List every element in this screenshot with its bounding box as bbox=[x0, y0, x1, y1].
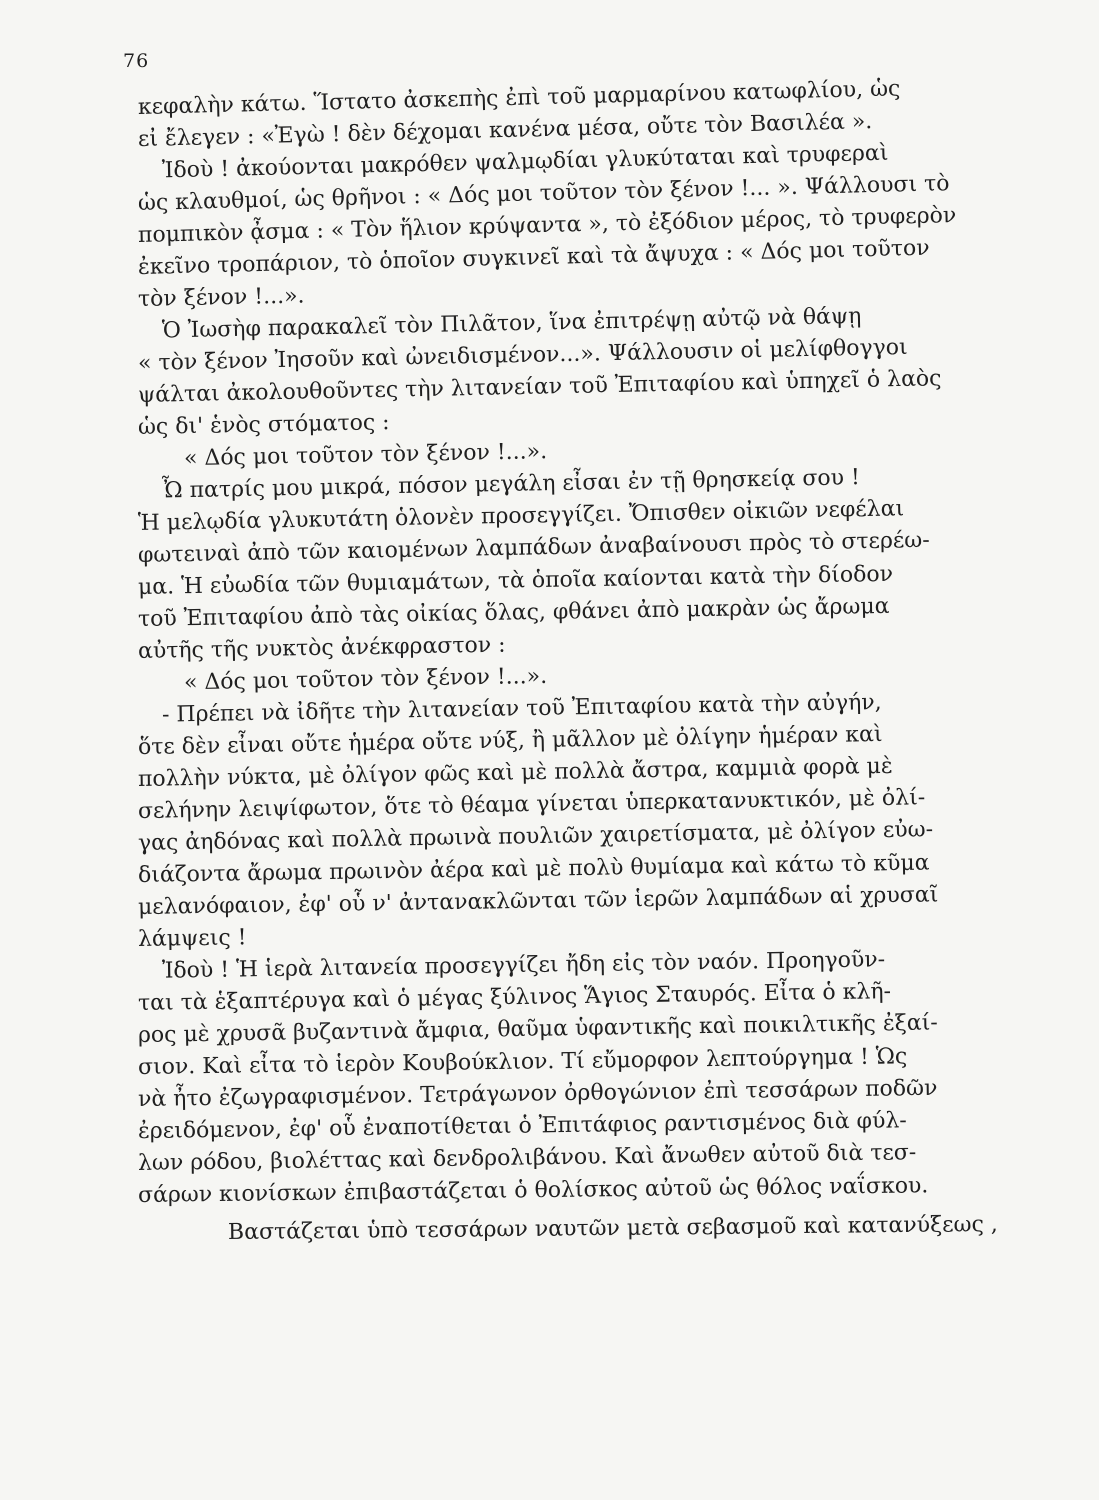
text-line: εἰ ἔλεγεν : «Ἐγὼ ! δὲν δέχομαι κανένα μέσα, οὔτε τὸν Βασιλέα ». bbox=[137, 109, 873, 152]
text-line: σελήνην λειψίφωτον, ὅτε τὸ θέαμα γίνεται ὑπερκατανυκτικόν, μὲ ὀλί- bbox=[137, 785, 926, 824]
text-line: μα. Ἡ εὐωδία τῶν θυμιαμάτων, τὰ ὁποῖα καίονται κατὰ τὴν δίοδον bbox=[137, 561, 894, 600]
text-line: γας ἀηδόνας καὶ πολλὰ πρωινὰ πουλιῶν χαιρετίσματα, μὲ ὀλίγον εὐω- bbox=[137, 817, 934, 856]
text-line: ὡς κλαυθμοί, ὡς θρῆνοι : « Δός μοι τοῦτον τὸν ξένον !... ». Ψάλλουσι τὸ bbox=[137, 171, 950, 216]
text-line: πομπικὸν ᾆσμα : « Τὸν ἥλιον κρύψαντα », τὸ ἐξόδιον μέρος, τὸ τρυφερὸν bbox=[137, 203, 957, 248]
text-line: μελανόφαιον, ἐφ' οὗ ν' ἀντανακλῶνται τῶν ἱερῶν λαμπάδων αἱ χρυσαῖ bbox=[137, 882, 939, 920]
text-line: αὐτῆς τῆς νυκτὸς ἀνέκφραστον : bbox=[137, 632, 506, 664]
text-line: Ὁ Ἰωσὴφ παρακαλεῖ τὸν Πιλᾶτον, ἵνα ἐπιτρέψῃ αὐτῷ νὰ θάψῃ bbox=[161, 303, 862, 344]
text-line: Ἰδοὺ ! Ἡ ἱερὰ λιτανεία προσεγγίζει ἤδη εἰς τὸν ναόν. Προηγοῦν- bbox=[161, 947, 886, 984]
text-line: τοῦ Ἐπιταφίου ἀπὸ τὰς οἰκίας ὅλας, φθάνει ἀπὸ μακρὰν ὡς ἄρωμα bbox=[137, 593, 890, 632]
text-line: τὸν ξένον !...». bbox=[137, 283, 305, 312]
text-line: σάρων κιονίσκων ἐπιβαστάζεται ὁ θολίσκος αὐτοῦ ὡς θόλος ναΐσκου. bbox=[137, 1173, 929, 1208]
text-line: Ἰδοὺ ! ἀκούονται μακρόθεν ψαλμῳδίαι γλυκύταται καὶ τρυφεραὶ bbox=[161, 140, 889, 184]
text-line: νὰ ἦτο ἐζωγραφισμένον. Τετράγωνον ὀρθογώνιον ἐπὶ τεσσάρων ποδῶν bbox=[137, 1075, 938, 1112]
text-line: λων ρόδου, βιολέττας καὶ δενδρολιβάνου. Καὶ ἄνωθεν αὐτοῦ διὰ τεσ- bbox=[137, 1140, 917, 1176]
text-line: ὅτε δὲν εἶναι οὔτε ἡμέρα οὔτε νύξ, ἢ μᾶλλον μὲ ὀλίγην ἡμέραν καὶ bbox=[137, 722, 883, 760]
text-line: ρος μὲ χρυσᾶ βυζαντινὰ ἄμφια, θαῦμα ὑφαντικῆς καὶ ποικιλτικῆς ἐξαί- bbox=[137, 1010, 938, 1048]
text-line: - Πρέπει νὰ ἰδῆτε τὴν λιτανείαν τοῦ Ἐπιταφίου κατὰ τὴν αὐγήν, bbox=[161, 690, 882, 728]
body-text bbox=[137, 76, 998, 1250]
text-line: ἐκεῖνο τροπάριον, τὸ ὁποῖον συγκινεῖ καὶ τὰ ἄψυχα : « Δός μοι τοῦτον bbox=[137, 235, 930, 280]
page-number: 76 bbox=[123, 50, 150, 72]
text-line: φωτειναὶ ἀπὸ τῶν καιομένων λαμπάδων ἀναβαίνουσι πρὸς τὸ στερέω- bbox=[137, 527, 930, 568]
text-line: κεφαλὴν κάτω. Ἵστατο ἀσκεπὴς ἐπὶ τοῦ μαρμαρίνου κατωφλίου, ὡς bbox=[137, 76, 901, 120]
text-line: Ἡ μελῳδία γλυκυτάτη ὁλονὲν προσεγγίζει. Ὄπισθεν οἰκιῶν νεφέλαι bbox=[137, 496, 905, 536]
text-line: ἐρειδόμενον, ἐφ' οὗ ἐναποτίθεται ὁ Ἐπιτάφιος ραντισμένος διὰ φύλ- bbox=[137, 1108, 907, 1144]
text-line: ὡς δι' ἑνὸς στόματος : bbox=[137, 410, 390, 440]
text-line: λάμψεις ! bbox=[137, 925, 247, 952]
text-line: σιον. Καὶ εἶτα τὸ ἱερὸν Κουβούκλιον. Τί εὔμορφον λεπτούργημα ! Ὡς bbox=[137, 1044, 908, 1080]
text-line: ται τὰ ἑξαπτέρυγα καὶ ὁ μέγας ξύλινος Ἅγιος Σταυρός. Εἶτα ὁ κλῆ- bbox=[137, 979, 892, 1016]
text-line: « τὸν ξένον Ἰησοῦν καὶ ὠνειδισμένον...». Ψάλλουσιν οἱ μελίφθογγοι bbox=[137, 334, 908, 376]
text-line: « Δός μοι τοῦτον τὸν ξένον !...». bbox=[183, 663, 548, 696]
text-line: πολλὴν νύκτα, μὲ ὀλίγον φῶς καὶ μὲ πολλὰ ἄστρα, καμμιὰ φορὰ μὲ bbox=[137, 753, 893, 792]
text-line: ψάλται ἀκολουθοῦντες τὴν λιτανείαν τοῦ Ἐπιταφίου καὶ ὑπηχεῖ ὁ λαὸς bbox=[137, 366, 942, 408]
text-line: Βαστάζεται ὑπὸ τεσσάρων ναυτῶν μετὰ σεβασμοῦ καὶ κατανύξεως , bbox=[227, 1211, 998, 1246]
text-line: Ὦ πατρίς μου μικρά, πόσον μεγάλη εἶσαι ἐν τῇ θρησκείᾳ σου ! bbox=[161, 465, 861, 504]
text-line: « Δός μοι τοῦτον τὸν ξένον !...». bbox=[183, 439, 548, 472]
text-line: διάζοντα ἄρωμα πρωινὸν ἀέρα καὶ μὲ πολὺ θυμίαμα καὶ κάτω τὸ κῦμα bbox=[137, 850, 930, 888]
